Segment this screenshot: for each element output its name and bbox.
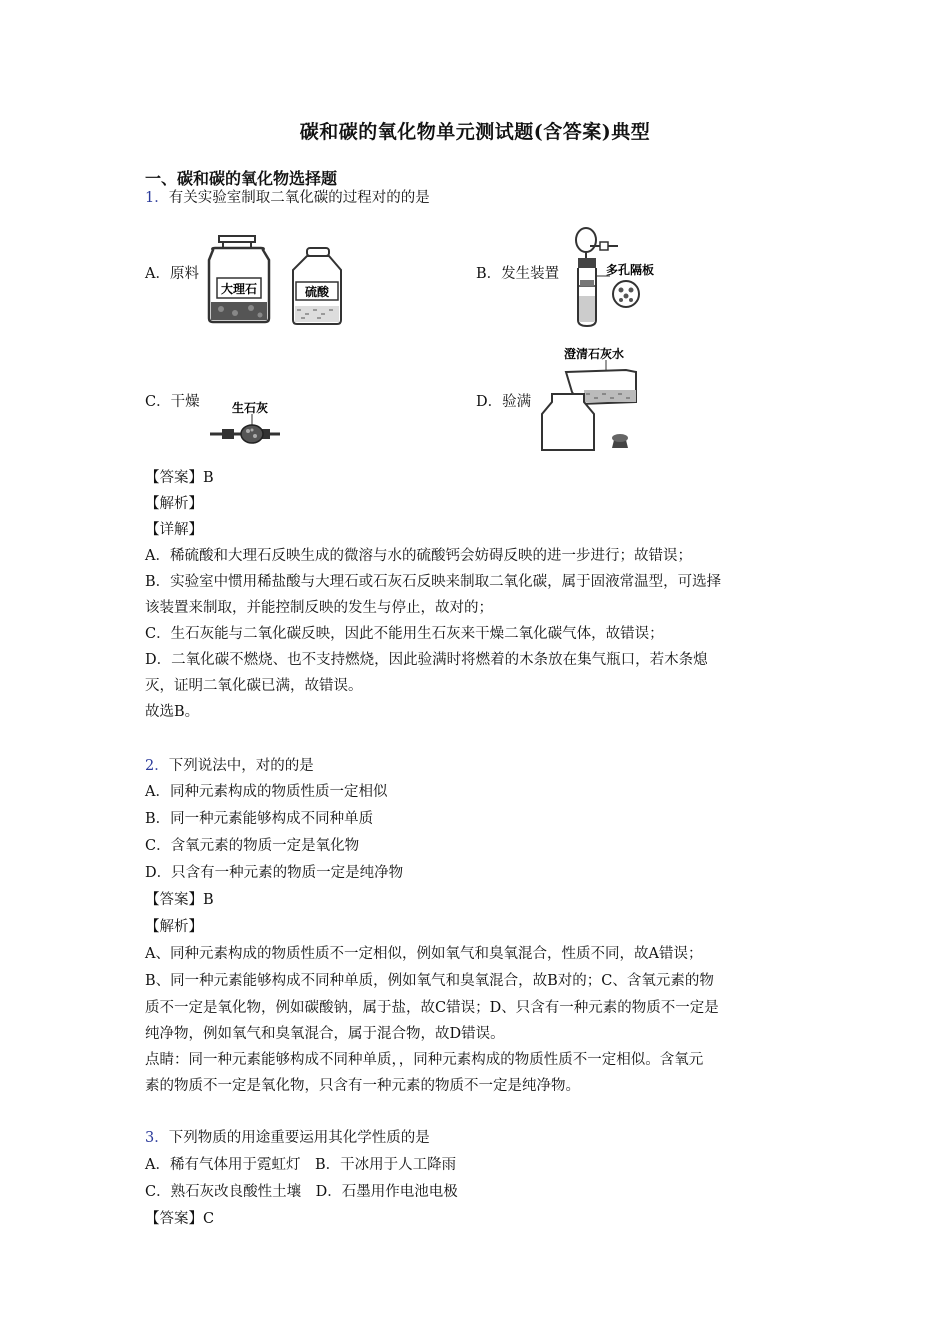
q1-explanation-line: 灭，证明二氧化碳已满，故错误。 (145, 678, 363, 694)
q3-option-row: C．熟石灰改良酸性土壤 D．石墨用作电池电极 (145, 1184, 458, 1200)
q1-option-a: A．原料 (145, 266, 199, 282)
q2-option: C．含氧元素的物质一定是氧化物 (145, 838, 360, 854)
question-number: 1． (145, 190, 169, 206)
label-sulfuric-acid: 硫酸 (304, 285, 330, 299)
label-limewater: 澄清石灰水 (563, 347, 625, 361)
label-marble: 大理石 (220, 282, 258, 296)
q3-answer: 【答案】C (145, 1211, 215, 1227)
q3-option-row: A．稀有气体用于霓虹灯 B．干冰用于人工降雨 (145, 1157, 457, 1173)
q2-explanation-line: 素的物质不一定是氧化物，只含有一种元素的物质不一定是纯净物。 (145, 1078, 580, 1094)
q2-explanation-line: B、同一种元素能够构成不同种单质，例如氧气和臭氧混合，故B对的；C、含氧元素的物 (145, 973, 714, 989)
q1-analysis-label: 【解析】 (145, 496, 203, 512)
q2-analysis-label: 【解析】 (145, 919, 203, 935)
q2-explanation-line: A、同种元素构成的物质性质不一定相似，例如氧气和臭氧混合，性质不同，故A错误； (145, 946, 703, 962)
q2-explanation-line: 点睛：同一种元素能够构成不同种单质，，同种元素构成的物质性质不一定相似。含氧元 (145, 1052, 704, 1068)
q1-explanation-line: D．二氧化碳不燃烧、也不支持燃烧，因此验满时将燃着的木条放在集气瓶口，若木条熄 (145, 652, 708, 668)
section-heading: 一、碳和碳的氧化物选择题 (145, 169, 338, 188)
figure-generator-apparatus (566, 224, 666, 330)
q1-option-d: D．验满 (476, 394, 532, 410)
q1-answer: 【答案】B (145, 470, 214, 486)
label-quicklime: 生石灰 (231, 401, 269, 415)
question-1-stem: 1．有关实验室制取二氧化碳的过程对的的是 (145, 190, 430, 206)
q1-explanation-line: 故选B。 (145, 704, 200, 720)
q1-option-c: C．干燥 (145, 394, 200, 410)
q1-detail-label: 【详解】 (145, 522, 203, 538)
label-porous-plate: 多孔隔板 (605, 263, 655, 277)
q1-option-b: B．发生装置 (476, 266, 560, 282)
q2-explanation-line: 质不一定是氧化物，例如碳酸钠，属于盐，故C错误；D、只含有一种元素的物质不一定是 (145, 1000, 719, 1016)
page-title: 碳和碳的氧化物单元测试题(含答案)典型 (299, 121, 651, 143)
q1-explanation-line: B．实验室中惯用稀盐酸与大理石或石灰石反映来制取二氧化碳，属于固液常温型，可选择 (145, 574, 722, 590)
q1-explanation-line: 该装置来制取，并能控制反映的发生与停止，故对的； (145, 600, 493, 616)
figure-drying-tube (208, 400, 284, 446)
q2-option: B．同一种元素能够构成不同种单质 (145, 811, 374, 827)
figure-reagent-bottles (205, 234, 345, 326)
q2-answer: 【答案】B (145, 892, 214, 908)
question-number: 2． (145, 758, 169, 774)
q2-option: D．只含有一种元素的物质一定是纯净物 (145, 865, 404, 881)
question-number: 3． (145, 1130, 169, 1146)
q2-option: A．同种元素构成的物质性质一定相似 (145, 784, 388, 800)
q1-explanation-line: C．生石灰能与二氧化碳反映，因此不能用生石灰来干燥二氧化碳气体，故错误； (145, 626, 664, 642)
q2-explanation-line: 纯净物，例如氧气和臭氧混合，属于混合物，故D错误。 (145, 1026, 505, 1042)
figure-gas-collection (536, 344, 646, 454)
question-2-stem: 2．下列说法中，对的的是 (145, 758, 314, 774)
q1-explanation-line: A．稀硫酸和大理石反映生成的微溶与水的硫酸钙会妨碍反映的进一步进行；故错误； (145, 548, 692, 564)
question-3-stem: 3．下列物质的用途重要运用其化学性质的是 (145, 1130, 430, 1146)
